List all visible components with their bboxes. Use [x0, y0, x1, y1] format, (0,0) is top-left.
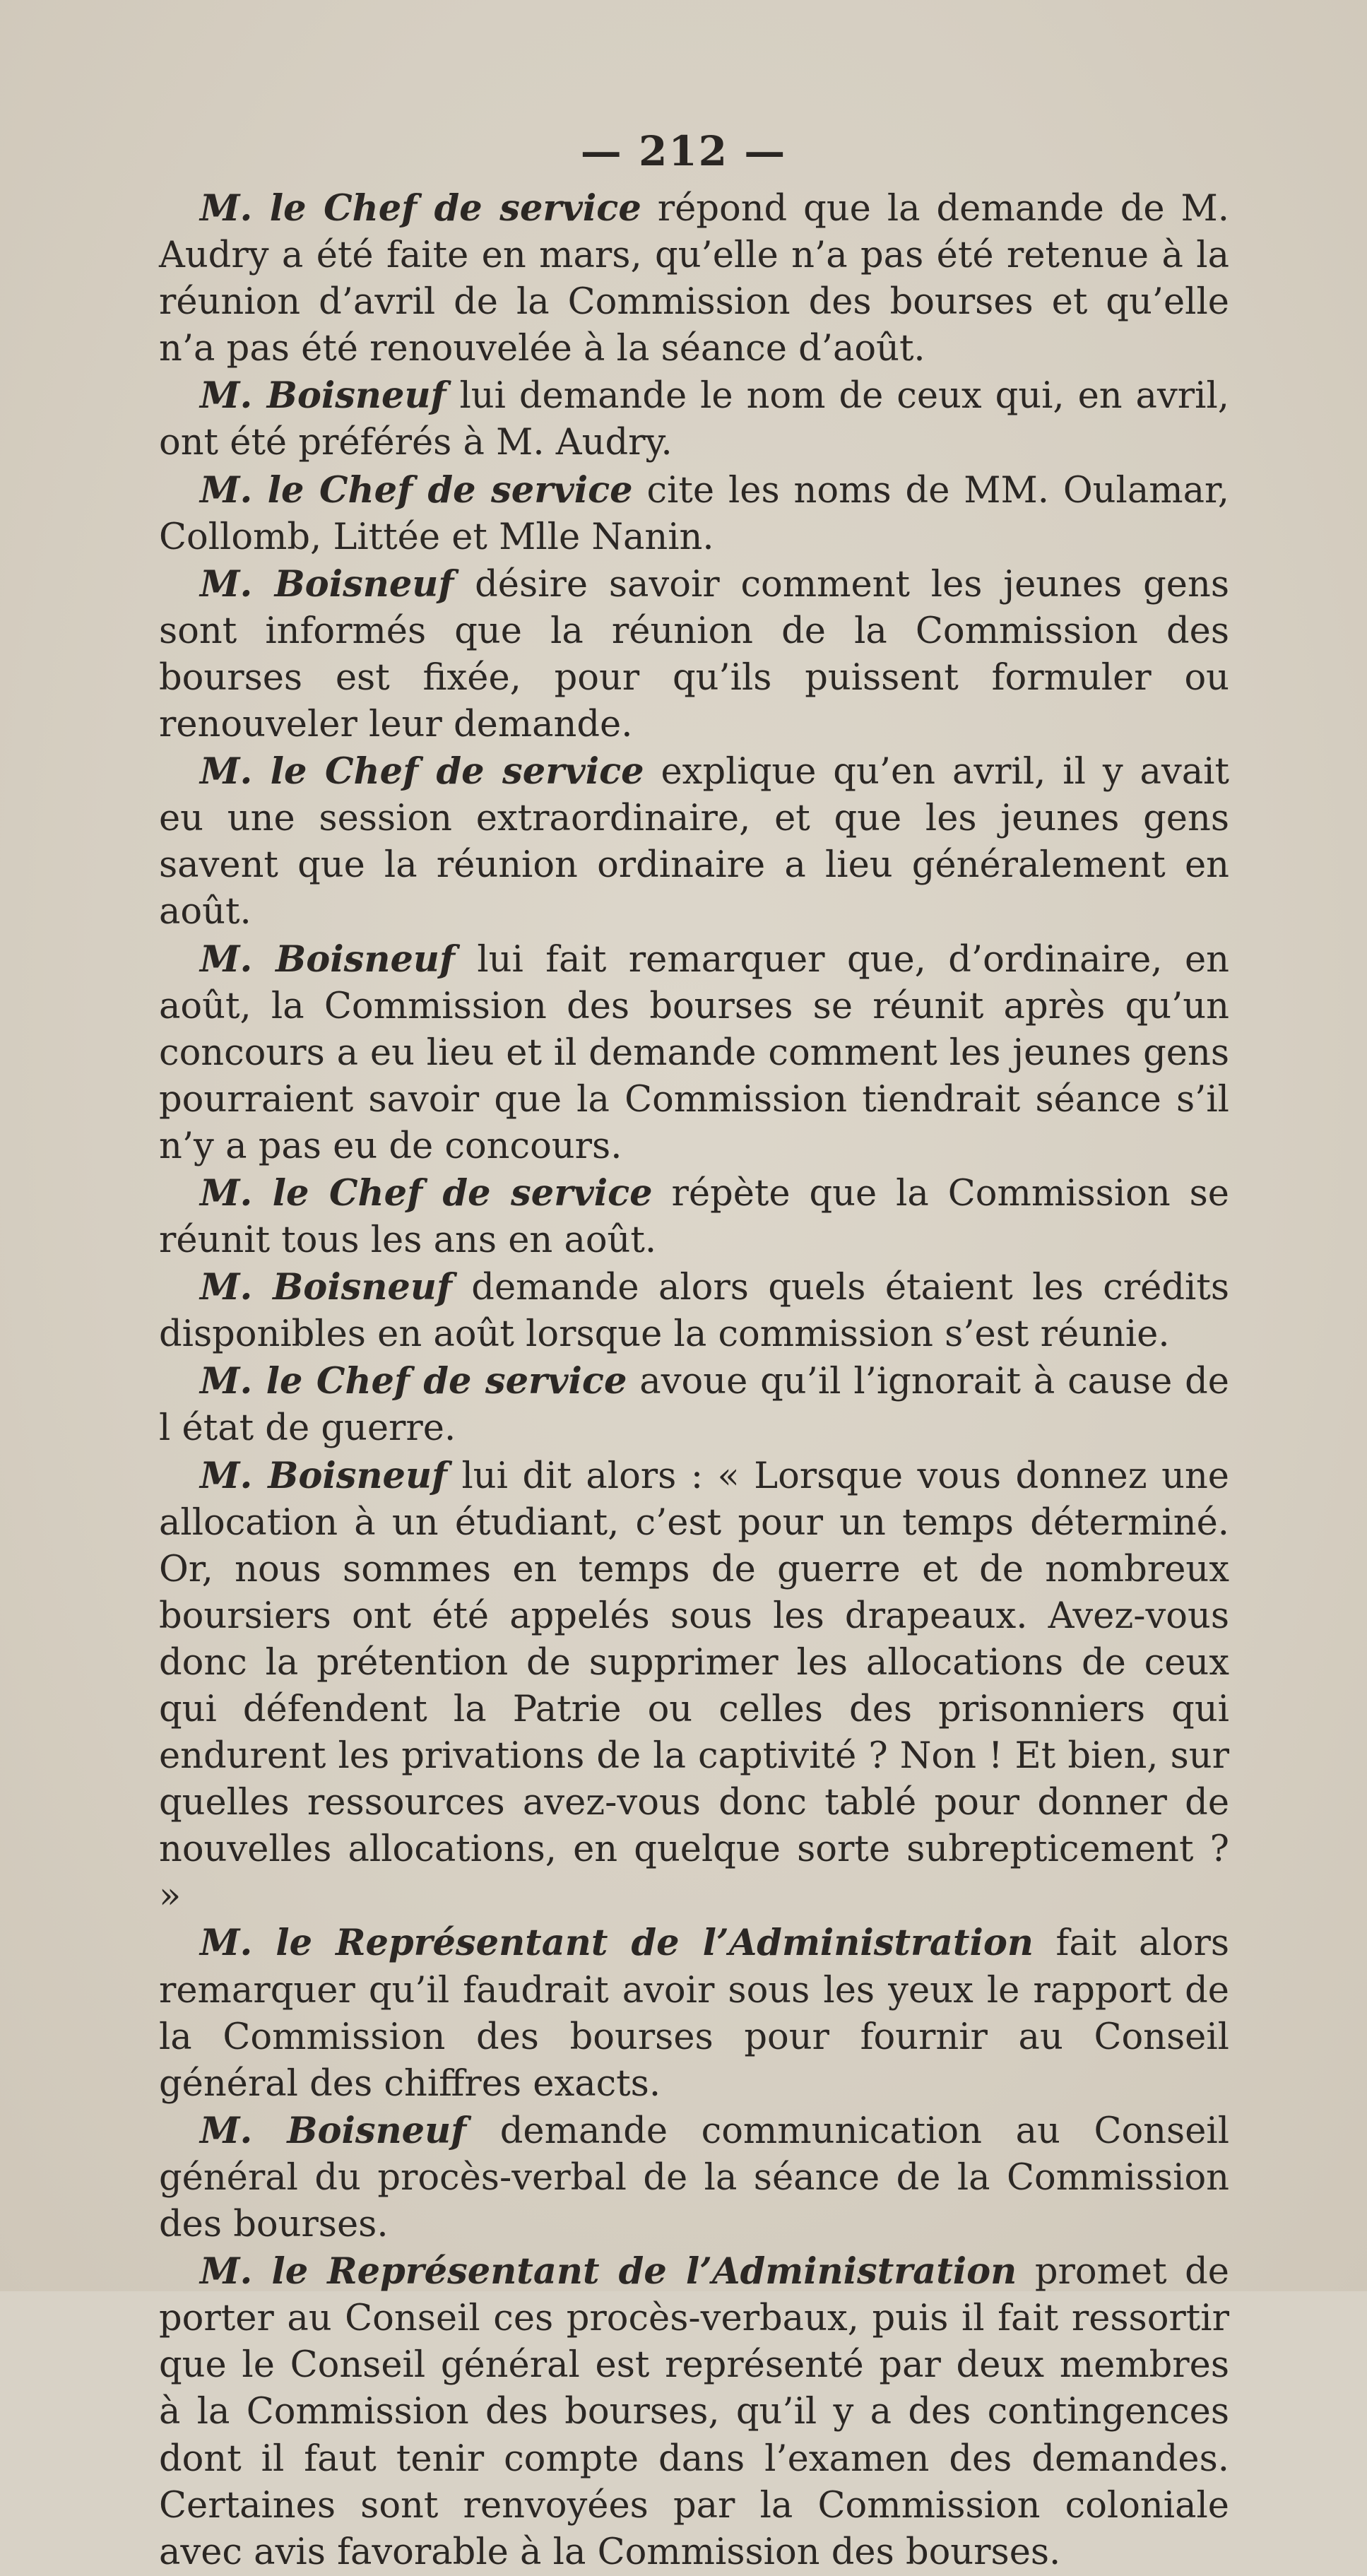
- paragraph-text: lui dit alors : « Lorsque vous donnez une allocation à un étudiant, c’est pour un temps déterminé. Or, nous sommes en temps de guerre et de nombreux boursiers ont été appelés sous les drapeaux. Avez-vous donc la prétention de supprimer les allocations de ceux qui défendent la Patrie ou celles des prisonniers qui endurent les privations de la captivité ? Non ! Et bien, sur quelles ressources avez-vous donc tablé pour donner de nouvelles allocations, en quelque sorte subrepticement ? »: [159, 1455, 1229, 1918]
- paragraph-text: cite les noms de MM. Oulamar, Collomb, Littée et Mlle Nanin.: [159, 469, 1229, 558]
- speaker: M. Boisneuf: [200, 1266, 452, 1309]
- speaker: M. le Chef de service: [200, 1360, 627, 1403]
- paragraph: [159, 1264, 1229, 1358]
- speaker: M. Boisneuf: [200, 374, 446, 418]
- speaker: M. le Représentant de l’Administration: [200, 1922, 1034, 1965]
- paragraph-text: promet de porter au Conseil ces procès-verbaux, puis il fait ressortir que le Conseil général est représenté par deux membres à la Commission des bourses, qu’il y a des contingences dont il faut tenir compte dans l’examen des demandes. Certaines sont renvoyées par la Commission coloniale avec avis favorable à la Commission des bourses.: [159, 2251, 1229, 2573]
- paragraph: [159, 2108, 1229, 2248]
- paragraph: [159, 185, 1229, 372]
- speaker: M. le Chef de service: [200, 187, 641, 230]
- speaker: M. Boisneuf: [200, 938, 455, 981]
- paragraph: [159, 1358, 1229, 1452]
- paragraph: [159, 2248, 1229, 2576]
- paragraph: [159, 1453, 1229, 1920]
- paragraph-text: explique qu’en avril, il y avait eu une session extraordinaire, et que les jeunes gens savent que la réunion ordinaire a lieu généralement en août.: [159, 751, 1229, 933]
- paragraph: [159, 561, 1229, 748]
- paragraph-text: lui fait remarquer que, d’ordinaire, en août, la Commission des bourses se réunit après qu’un concours a eu lieu et il demande comment les jeunes gens pourraient savoir que la Commission tiendrait séance s’il n’y a pas eu de concours.: [159, 938, 1229, 1167]
- paragraph-text: avoue qu’il l’ignorait à cause de l état de guerre.: [159, 1361, 1229, 1450]
- speaker: M. le Représentant de l’Administration: [200, 2250, 1017, 2293]
- paragraph: [159, 1920, 1229, 2107]
- paragraph: [159, 467, 1229, 561]
- paragraph-text: fait alors remarquer qu’il faudrait avoir sous les yeux le rapport de la Commission des bourses pour fournir au Conseil général des chiffres exacts.: [159, 1922, 1230, 2105]
- paragraph-text: demande alors quels étaient les crédits disponibles en août lorsque la commission s’est réunie.: [159, 1267, 1229, 1356]
- paragraph: [159, 372, 1229, 466]
- speaker: M. le Chef de service: [200, 468, 633, 512]
- speaker: M. Boisneuf: [200, 1454, 447, 1497]
- paragraph: [159, 748, 1229, 935]
- paragraph: [159, 936, 1229, 1170]
- speaker: M. Boisneuf: [200, 2109, 467, 2152]
- minutes-text: [159, 185, 1229, 2576]
- paragraph-text: lui demande le nom de ceux qui, en avril, ont été préférés à M. Audry.: [159, 375, 1229, 464]
- speaker: M. Boisneuf: [200, 562, 454, 605]
- paragraph-text: désire savoir comment les jeunes gens sont informés que la réunion de la Commission des bourses est fixée, pour qu’ils puissent formuler ou renouveler leur demande.: [159, 563, 1229, 746]
- paragraph-text: répète que la Commission se réunit tous les ans en août.: [159, 1172, 1229, 1262]
- paragraph-text: répond que la demande de M. Audry a été faite en mars, qu’elle n’a pas été retenue à la réunion d’avril de la Commission des bourses et qu’elle n’a pas été renouvelée à la séance d’août.: [159, 188, 1229, 370]
- speaker: M. le Chef de service: [200, 1171, 653, 1215]
- page-number: — 212 —: [580, 127, 787, 175]
- paragraph: [159, 1170, 1229, 1264]
- speaker: M. le Chef de service: [200, 750, 644, 793]
- paragraph-text: demande communication au Conseil général du procès-verbal de la séance de la Commission des bourses.: [159, 2110, 1229, 2246]
